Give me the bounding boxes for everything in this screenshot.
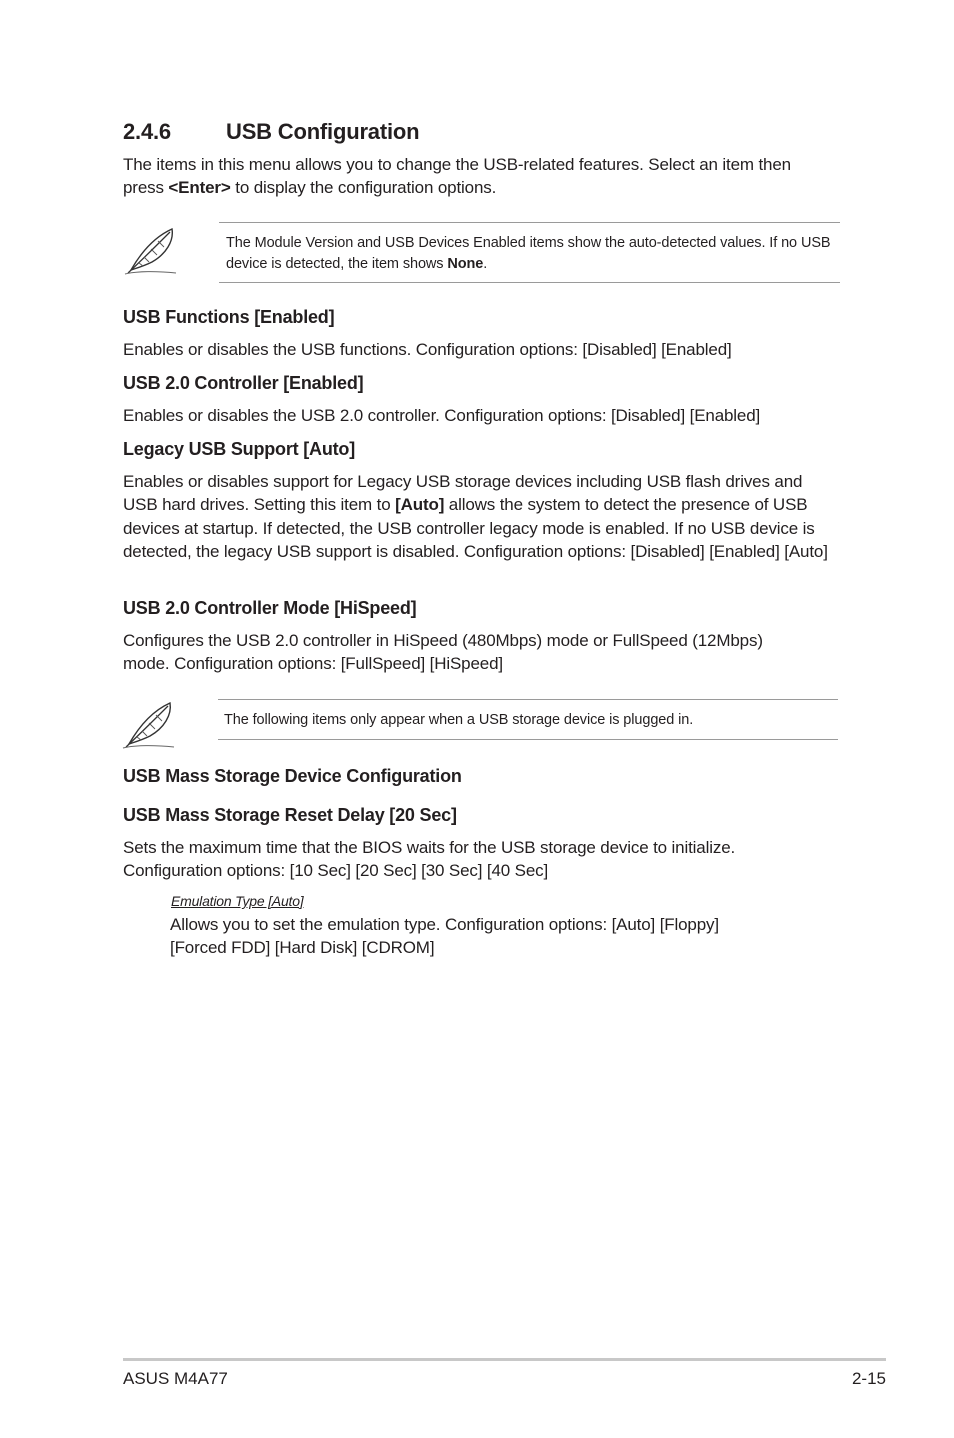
note-1-text-post: . xyxy=(483,256,488,272)
note-1-text xyxy=(226,233,841,275)
intro-line-1: The items in this menu allows you to change the USB-related features. Select an item then xyxy=(123,155,791,174)
legacy-usb-body-post: allows the system to detect the presence of USB devices at startup. If detected, the USB controller legacy mode is enabled. If no USB device is detected, the legacy USB support is disabled. Configuration options: [Disabled] [Enabled] [Auto] xyxy=(123,495,828,561)
legacy-usb-body-pre: Enables or disables support for Legacy USB storage devices including USB flash drives and USB hard drives. Setting this item to xyxy=(123,472,803,515)
usb20-mode-body: Configures the USB 2.0 controller in HiSpeed (480Mbps) mode or FullSpeed (12Mbps) mode. Configuration options: [FullSpeed] [HiSpeed] xyxy=(123,631,763,674)
emulation-type-label: Emulation Type [Auto] xyxy=(171,893,304,909)
feather-pen-icon xyxy=(120,700,178,750)
footer-product-name: ASUS M4A77 xyxy=(123,1369,228,1388)
note-2-text: The following items only appear when a USB storage device is plugged in. xyxy=(224,712,694,728)
usb-functions-body: Enables or disables the USB functions. Configuration options: [Disabled] [Enabled] xyxy=(123,340,732,359)
usb-functions-heading: USB Functions [Enabled] xyxy=(123,307,335,327)
mass-storage-config-heading: USB Mass Storage Device Configuration xyxy=(123,766,462,786)
note-1-bottom-rule xyxy=(219,282,840,283)
note-2-top-rule xyxy=(218,699,838,700)
intro-paragraph xyxy=(123,153,843,200)
section-title-text: USB Configuration xyxy=(226,119,420,144)
legacy-usb-body xyxy=(123,470,841,563)
intro-line-2-pre: press xyxy=(123,178,169,198)
feather-pen-icon xyxy=(122,226,180,276)
note-1-text-pre: The Module Version and USB Devices Enabled items show the auto-detected values. If no USB device is detected, the item shows xyxy=(226,235,831,272)
reset-delay-body: Sets the maximum time that the BIOS waits for the USB storage device to initialize. Configuration options: [10 Sec] [20 Sec] [30 Sec] [40 Sec] xyxy=(123,838,736,881)
footer-page-number: 2-15 xyxy=(851,1369,886,1388)
note-2-bottom-rule xyxy=(218,739,838,740)
note-1-top-rule xyxy=(219,222,840,223)
emulation-type-body: Allows you to set the emulation type. Configuration options: [Auto] [Floppy] [Forced FDD] [Hard Disk] [CDROM] xyxy=(170,915,719,958)
legacy-usb-auto-value: [Auto] xyxy=(395,495,445,515)
usb20-mode-heading: USB 2.0 Controller Mode [HiSpeed] xyxy=(123,598,417,618)
reset-delay-heading: USB Mass Storage Reset Delay [20 Sec] xyxy=(123,805,457,825)
usb20-controller-body: Enables or disables the USB 2.0 controller. Configuration options: [Disabled] [Enabled] xyxy=(123,406,761,425)
footer-rule xyxy=(123,1358,886,1361)
legacy-usb-heading: Legacy USB Support [Auto] xyxy=(123,439,355,459)
section-title xyxy=(123,119,419,145)
intro-enter-key: <Enter> xyxy=(168,178,231,198)
intro-line-2-post: to display the configuration options. xyxy=(230,178,497,198)
usb20-controller-heading: USB 2.0 Controller [Enabled] xyxy=(123,373,364,393)
section-number: 2.4.6 xyxy=(123,119,171,144)
note-1-none-value: None xyxy=(447,256,484,272)
